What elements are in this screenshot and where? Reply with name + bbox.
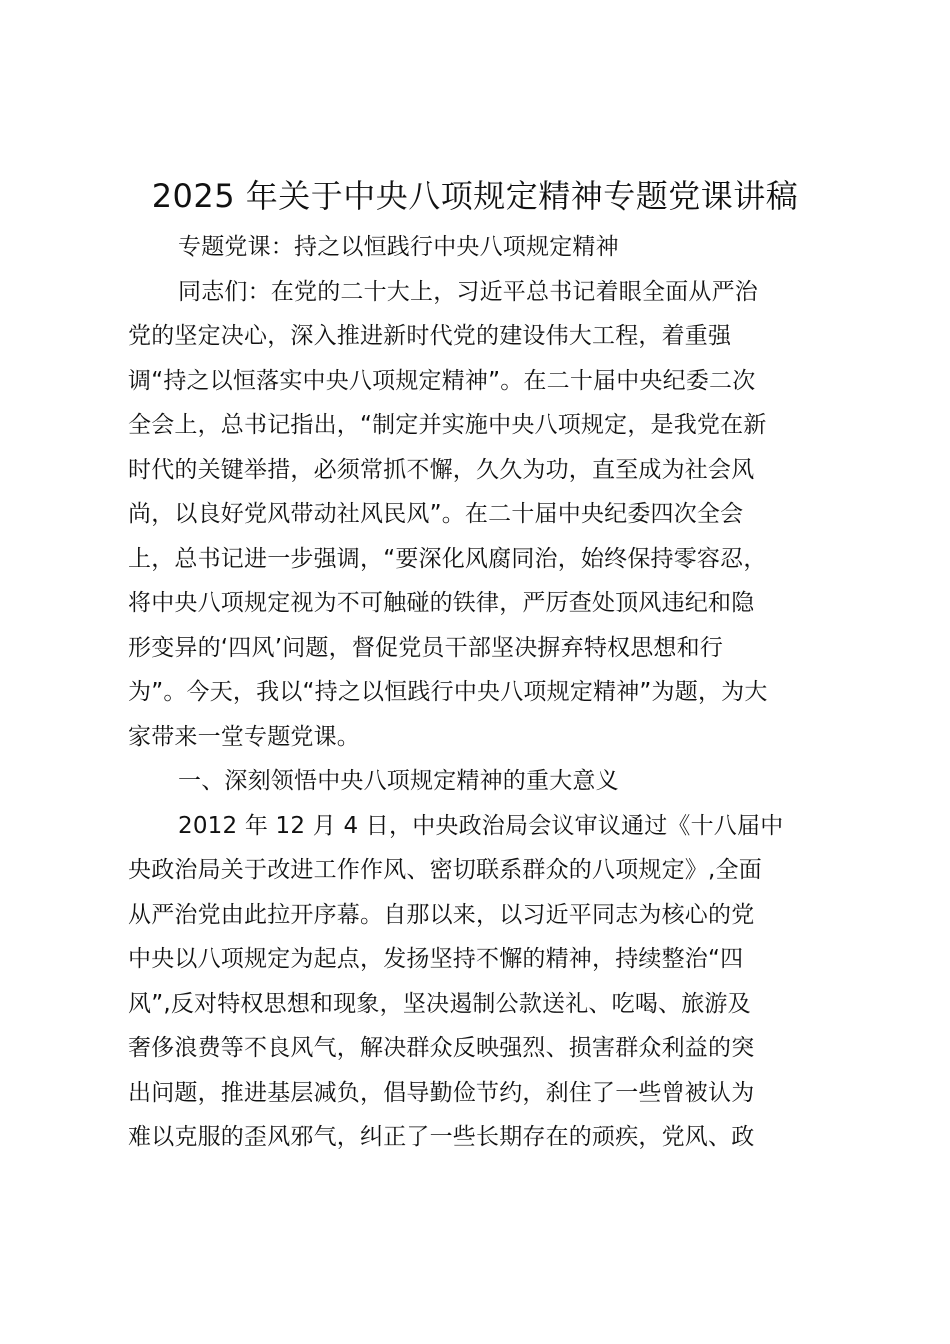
text-line: 为”。今天，我以“持之以恒践行中央八项规定精神”为题，为大 [128,679,768,705]
text-line: 同志们：在党的二十大上，习近平总书记着眼全面从严治 [178,278,758,305]
text-line: 出问题，推进基层减负，倡导勤俭节约，刹住了一些曾被认为 [128,1079,755,1106]
text-line: 从严治党由此拉开序幕。自那以来，以习近平同志为核心的党 [128,901,755,928]
document-title: 2025 年关于中央八项规定精神专题党课讲稿 [151,177,799,215]
text-line: 将中央八项规定视为不可触碰的铁律，严厉查处顶风违纪和隐 [128,590,755,616]
text-line: 奢侈浪费等不良风气，解决群众反映强烈、损害群众利益的突 [128,1035,755,1061]
text-line: 全会上，总书记指出，“制定并实施中央八项规定，是我党在新 [128,412,767,438]
text-line: 风”,反对特权思想和现象，坚决遏制公款送礼、吃喝、旅游及 [128,990,751,1017]
text-line: 难以克服的歪风邪气，纠正了一些长期存在的顽疾，党风、政 [128,1124,755,1150]
document-body [128,225,828,1160]
text-line: 央政治局关于改进工作作风、密切联系群众的八项规定》,全面 [128,857,762,883]
text-line: 调“持之以恒落实中央八项规定精神”。在二十届中央纪委二次 [128,367,756,394]
text-line: 形变异的‘四风’问题，督促党员干部坚决摒弃特权思想和行 [128,634,724,661]
text-line: 党的坚定决心，深入推进新时代党的建设伟大工程，着重强 [128,323,732,349]
text-line: 时代的关键举措，必须常抓不懈，久久为功，直至成为社会风 [128,456,755,483]
text-line: 上，总书记进一步强调，“要深化风腐同治，始终保持零容忍， [128,545,767,572]
text-line: 2012 年 12 月 4 日，中央政治局会议审议通过《十八届中 [178,812,784,839]
text-line: 专题党课：持之以恒践行中央八项规定精神 [178,234,619,260]
text-line: 中央以八项规定为起点，发扬坚持不懈的精神，持续整治“四 [128,946,744,972]
text-line: 尚，以良好党风带动社风民风”。在二十届中央纪委四次全会 [128,501,744,527]
text-line: 家带来一堂专题党课。 [128,723,360,750]
text-line: 一、深刻领悟中央八项规定精神的重大意义 [178,768,619,794]
